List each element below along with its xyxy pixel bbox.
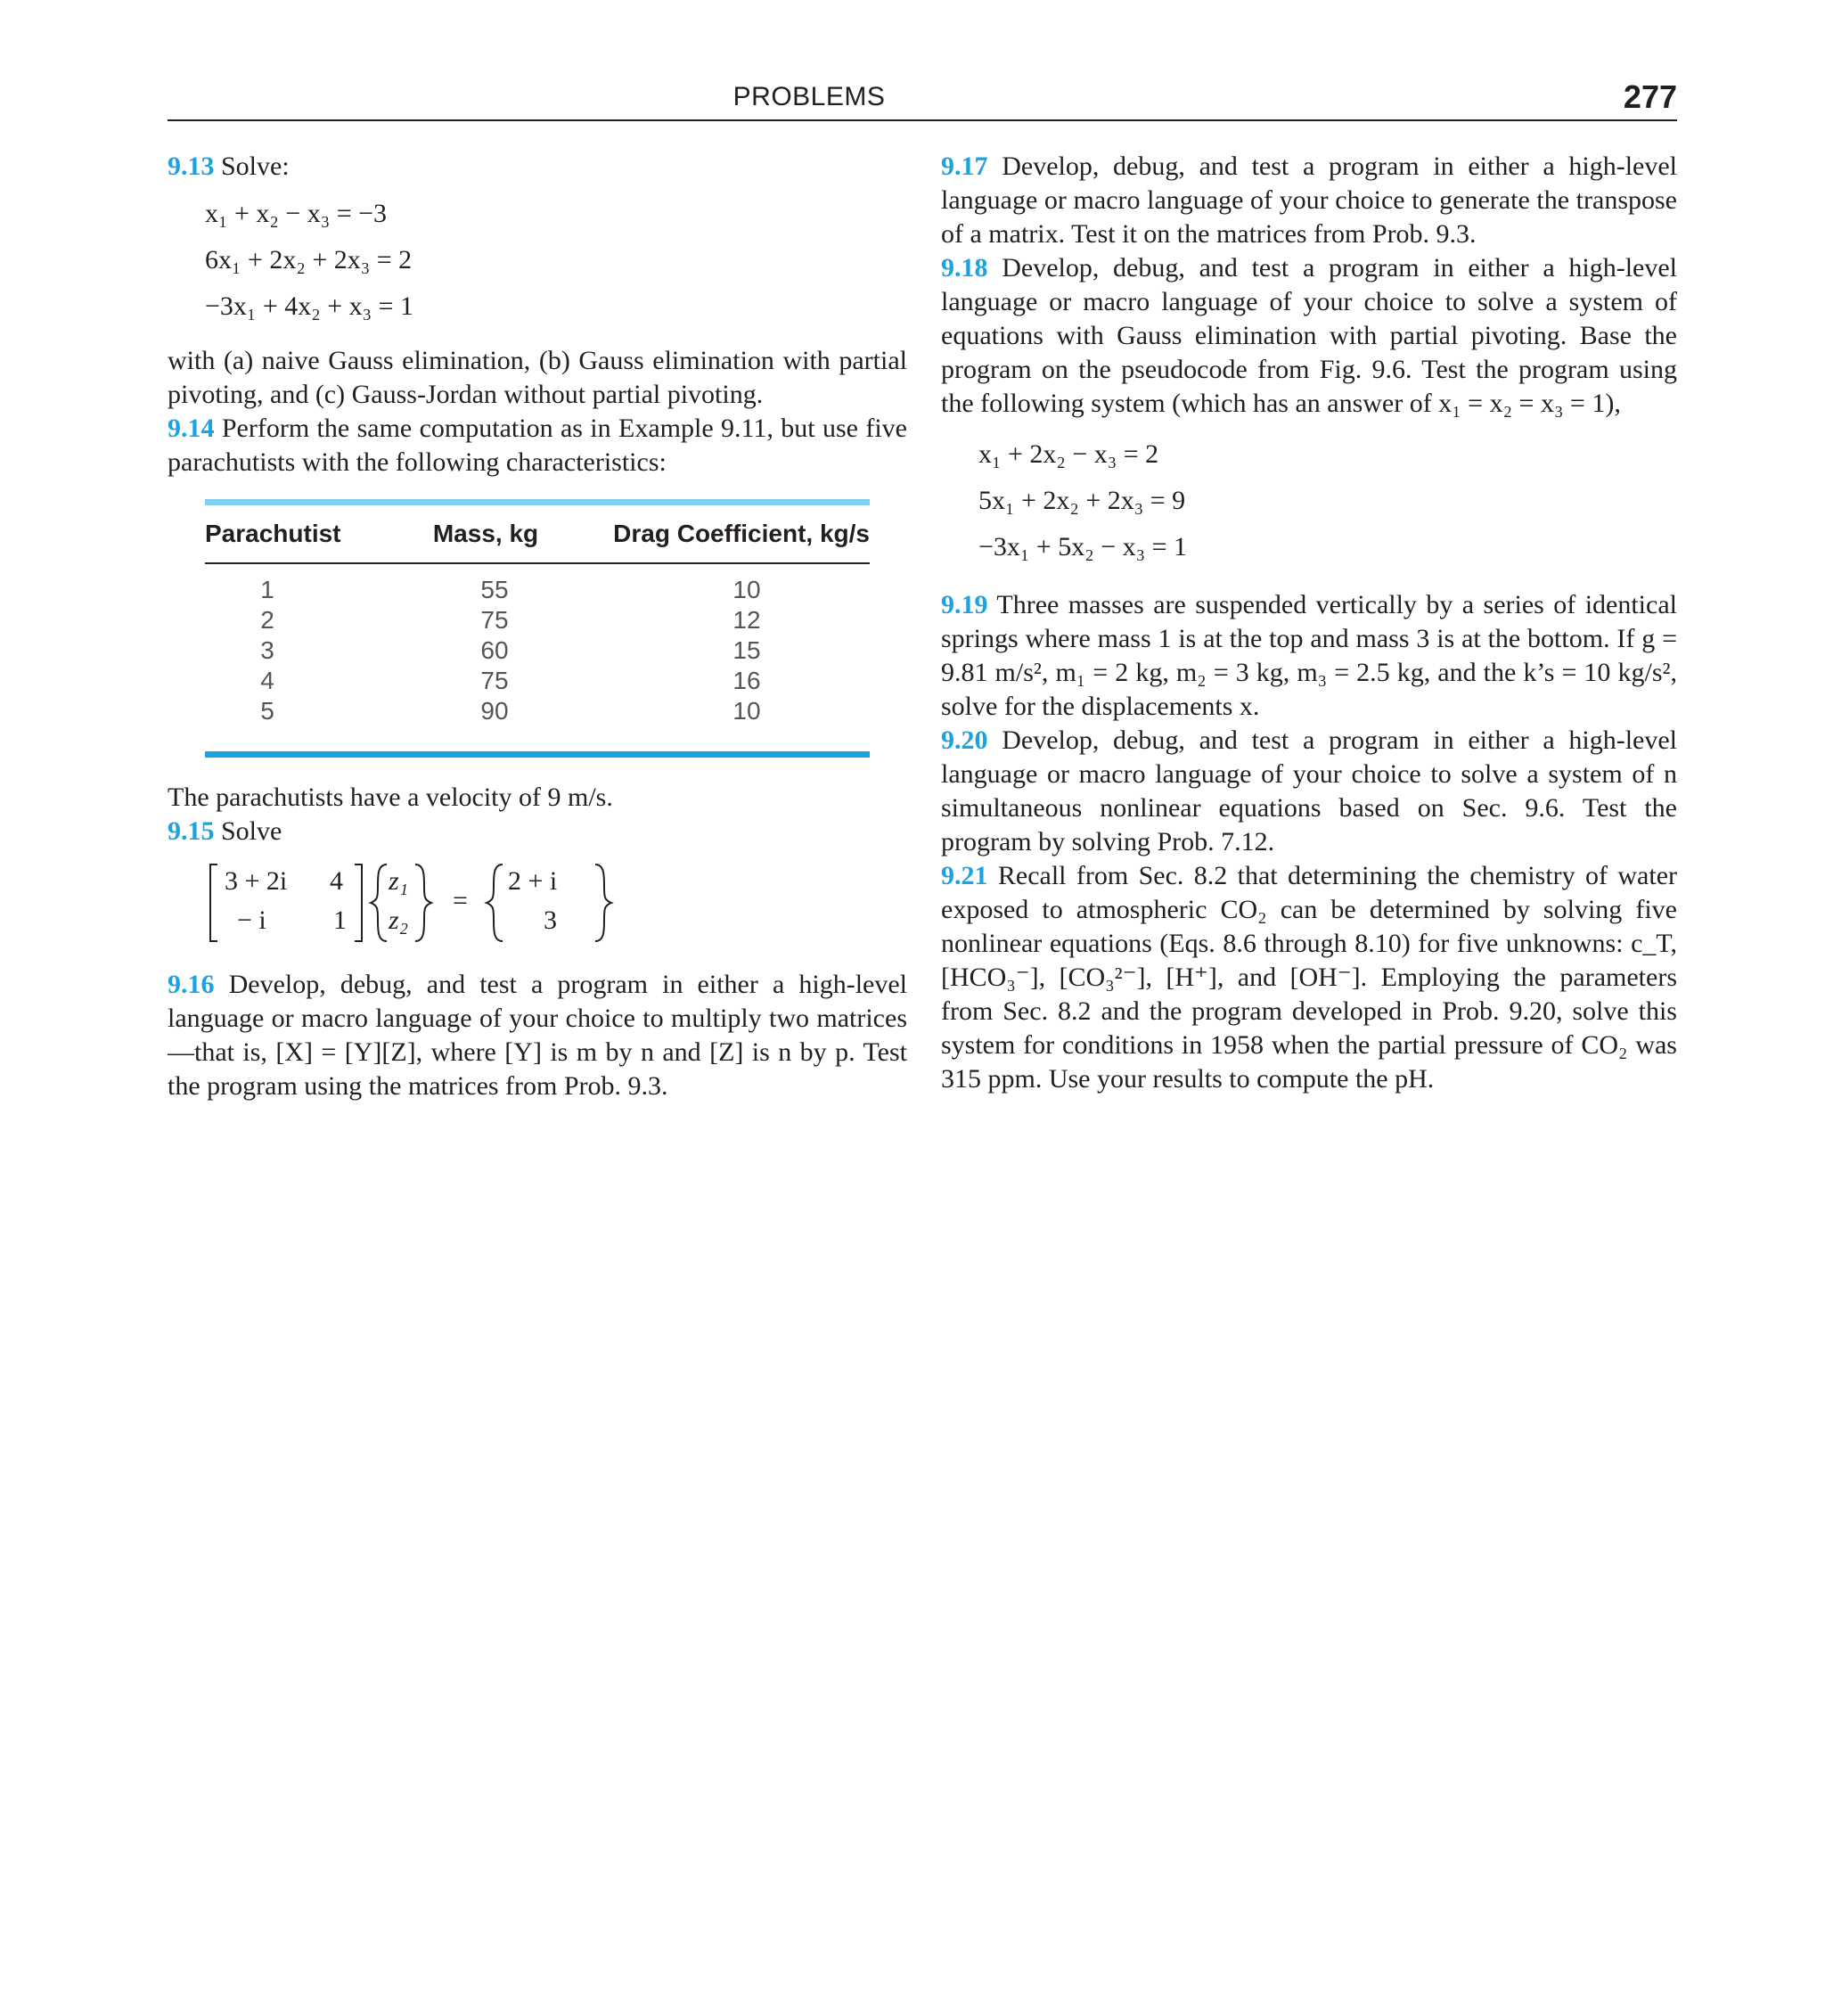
vector-cell: 3 bbox=[544, 906, 557, 935]
table-row bbox=[205, 696, 870, 726]
left-column bbox=[168, 150, 907, 1103]
column-header: Drag Coefficient, kg/s bbox=[613, 520, 870, 547]
table-cell: 10 bbox=[732, 697, 761, 725]
matrix-cell: 4 bbox=[330, 866, 343, 896]
problem-text: Develop, debug, and test a program in either a high-level language or macro language of your choice to solve a system of equations with Gauss elimination with partial pivoting. Base the program on the pseudocode from Fig. 9.6. Test the program using the following system (which has an answer of x₁ = x₂ = x₃ = 1), bbox=[941, 253, 1678, 418]
right-column bbox=[941, 150, 1677, 1096]
table-cell: 15 bbox=[732, 636, 761, 664]
equation-system bbox=[978, 431, 1677, 570]
table-cell: 12 bbox=[732, 606, 761, 634]
problem-9-19 bbox=[941, 588, 1677, 724]
vector-cell: 2 + i bbox=[508, 866, 558, 896]
table-cell: 10 bbox=[732, 576, 761, 603]
table-cell: 75 bbox=[480, 667, 509, 694]
matrix-equation bbox=[205, 859, 907, 948]
table-cell: 60 bbox=[480, 636, 509, 664]
problem-9-15-intro bbox=[168, 815, 907, 848]
problem-intro: Solve: bbox=[221, 152, 290, 181]
matrix-cell: 3 + 2i bbox=[225, 866, 288, 896]
problem-text: Recall from Sec. 8.2 that determining the chemistry of water exposed to atmospheric CO₂ can be determined by solving five nonlinear equations (Eqs. 8.6 through 8.10) for five unknowns: c_T, [HCO₃⁻], [CO₃²⁻], [H⁺], and [OH⁻]. Employing the parameters from Sec. 8.2 and the program developed in Prob. 9.20, solve this system for conditions in 1958 when the partial pressure of CO₂ was 315 ppm. Use your results to compute the pH. bbox=[941, 861, 1678, 1094]
problem-number: 9.13 bbox=[168, 152, 215, 181]
problem-9-13-text: with (a) naive Gauss elimination, (b) Gauss elimination with partial pivoting, and (c) Gauss-Jordan without partial pivoting. bbox=[168, 346, 907, 409]
parachutist-table bbox=[205, 499, 870, 758]
table-row bbox=[205, 575, 870, 605]
problem-number: 9.20 bbox=[941, 725, 988, 755]
table-cell: 5 bbox=[260, 697, 274, 725]
vector-cell: z₁ bbox=[389, 866, 409, 896]
problem-number: 9.14 bbox=[168, 414, 215, 443]
equals-sign: = bbox=[453, 886, 468, 915]
table-bottom-rule bbox=[205, 751, 870, 758]
problem-9-13-intro bbox=[168, 150, 907, 184]
vector-cell: z₂ bbox=[389, 906, 409, 935]
problem-number: 9.19 bbox=[941, 590, 988, 619]
equation: 6x₁ + 2x₂ + 2x₃ = 2 bbox=[205, 245, 413, 275]
matrix-cell: 1 bbox=[333, 906, 347, 935]
table-cell: 2 bbox=[260, 606, 274, 634]
problem-intro: Solve bbox=[221, 816, 282, 846]
table-cell: 3 bbox=[260, 636, 274, 664]
equation: 5x₁ + 2x₂ + 2x₃ = 9 bbox=[978, 486, 1186, 515]
problem-9-17 bbox=[941, 150, 1677, 251]
problem-number: 9.16 bbox=[168, 970, 215, 999]
problem-number: 9.21 bbox=[941, 861, 988, 890]
table-header-row bbox=[205, 505, 870, 564]
problem-number: 9.17 bbox=[941, 152, 988, 181]
equation: −3x₁ + 5x₂ − x₃ = 1 bbox=[978, 532, 1188, 561]
table-row bbox=[205, 666, 870, 696]
column-header: Parachutist bbox=[205, 520, 341, 547]
table-cell: 4 bbox=[260, 667, 274, 694]
table-body bbox=[205, 564, 870, 726]
problem-text: Perform the same computation as in Example 9.11, but use five parachutists with the following characteristics: bbox=[168, 414, 907, 477]
equation: x₁ + x₂ − x₃ = −3 bbox=[205, 199, 388, 228]
equation: −3x₁ + 4x₂ + x₃ = 1 bbox=[205, 291, 414, 321]
table-cell: 90 bbox=[480, 697, 509, 725]
table-row bbox=[205, 605, 870, 635]
problem-9-20 bbox=[941, 724, 1677, 859]
problem-9-14 bbox=[168, 412, 907, 479]
problem-text: Develop, debug, and test a program in either a high-level language or macro language of your choice to multiply two matrices—that is, [X] = [Y][Z], where [Y] is m by n and [Z] is n by p. Test the program using the matrices from Prob. 9.3. bbox=[168, 970, 908, 1101]
matrix-cell: − i bbox=[237, 906, 266, 935]
page-header bbox=[168, 78, 1677, 121]
table-row bbox=[205, 635, 870, 666]
column-header: Mass, kg bbox=[432, 520, 539, 547]
problem-9-14-after: The parachutists have a velocity of 9 m/s. bbox=[168, 783, 613, 812]
table-top-rule bbox=[205, 499, 870, 505]
equation: x₁ + 2x₂ − x₃ = 2 bbox=[978, 439, 1159, 469]
equation-system bbox=[205, 191, 907, 330]
running-head: PROBLEMS bbox=[732, 82, 886, 111]
table-cell: 1 bbox=[260, 576, 274, 603]
problem-9-18 bbox=[941, 251, 1677, 421]
problem-number: 9.15 bbox=[168, 816, 215, 846]
table-cell: 55 bbox=[480, 576, 509, 603]
table-cell: 16 bbox=[732, 667, 761, 694]
table-cell: 75 bbox=[480, 606, 509, 634]
problem-9-21 bbox=[941, 859, 1677, 1096]
problem-9-16 bbox=[168, 968, 907, 1103]
problem-text: Develop, debug, and test a program in either a high-level language or macro language of your choice to solve a system of n simultaneous nonlinear equations based on Sec. 9.6. Test the program by solving Prob. 7.12. bbox=[941, 725, 1678, 856]
problem-text: Develop, debug, and test a program in either a high-level language or macro language of your choice to generate the transpose of a matrix. Test it on the matrices from Prob. 9.3. bbox=[941, 152, 1678, 249]
problem-text: Three masses are suspended vertically by a series of identical springs where mass 1 is at the top and mass 3 is at the bottom. If g = 9.81 m/s², m₁ = 2 kg, m₂ = 3 kg, m₃ = 2.5 kg, and the k’s = 10 kg/s², solve for the displacements x. bbox=[941, 590, 1677, 721]
problem-number: 9.18 bbox=[941, 253, 988, 283]
page-number: 277 bbox=[1623, 78, 1677, 115]
